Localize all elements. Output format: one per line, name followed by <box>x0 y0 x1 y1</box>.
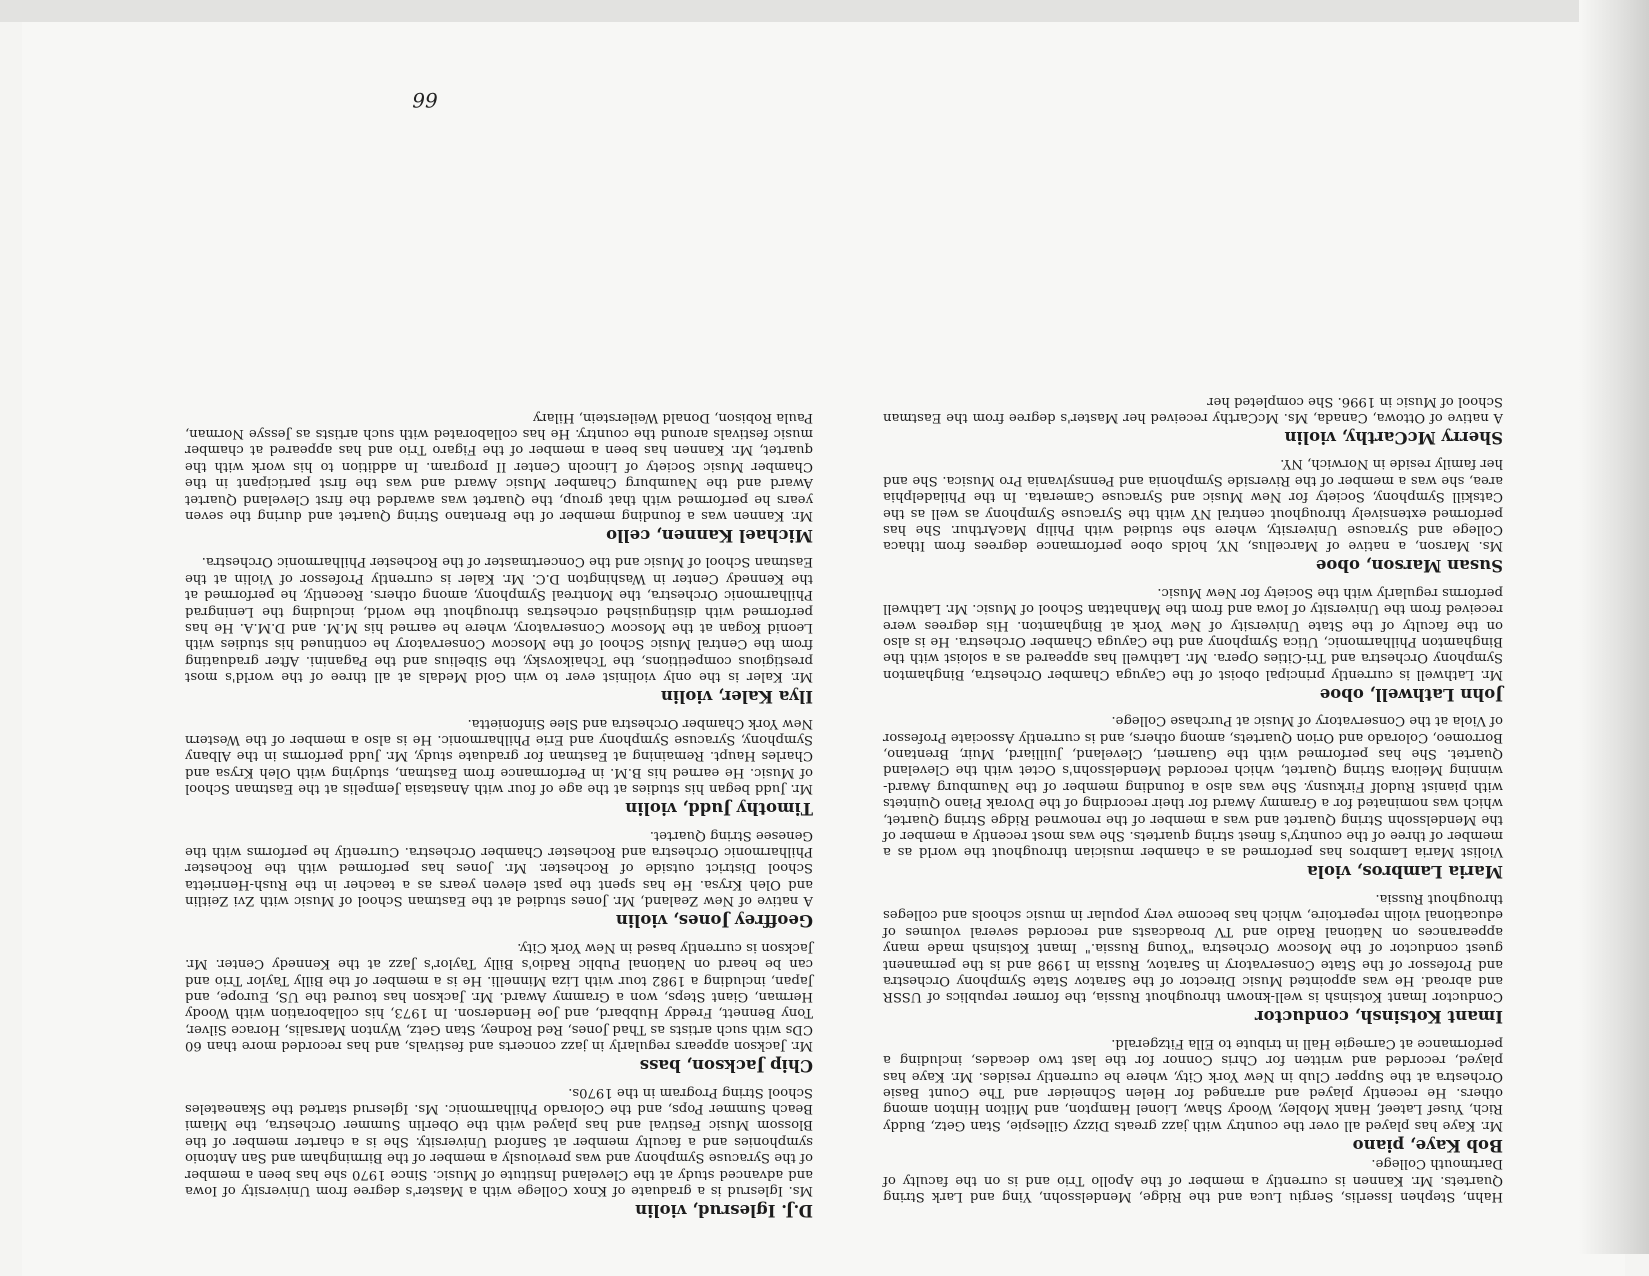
bio-chip-jackson <box>185 938 813 1075</box>
book-binding-shadow <box>1579 0 1649 1254</box>
bio-heading: Susan Marson, oboe <box>1315 556 1503 576</box>
bio-text: Mr. Judd began his studies at the age of four with Anastasia Jempelis at the Eastman School of Music. He earned his B.M. in Performance from Eastman, studying with Oleh Krysa and Charles Haupt. Remaining at Eastman for graduate study, Mr. Judd performs in the Albany Symphony, Syracuse Symphony and Erie Philharmonic. He is also a member of the Western New York Chamber Orchestra and Slee Sinfonietta. <box>185 715 813 797</box>
kannen-bio-continuation: Hahn, Stephen Isserlis, Sergiu Luca and the Ridge, Mendelssohn, Ying and Lark String Quartets. Mr. Kannen is currently a member of the Apollo Trio and is on the faculty of Dartmouth College. <box>883 1156 1503 1204</box>
bio-heading: Imant Kotsinsh, conductor <box>1254 1007 1503 1027</box>
bio-text: Mr. Kaler is the only violinist ever to win Gold Medals at all three of the world's most prestigious competitions, the Tchaikovsky, the Sibelius and the Paganini. After graduating from the Central Music School of the Moscow Conservatory he continued his studies with Leonid Kogan at the Moscow Conservatory, where he earned his M.M. and D.M.A. He has performed with distinguished orchestras throughout the world, including the Leningrad Philharmonic Orchestra, the Montreal Symphony, among others. Recently, he performed at the Kennedy Center in Washington D.C. Mr. Kaler is currently Professor of Violin at the Eastman School of Music and the Concertmaster of the Rochester Philharmonic Orchestra. <box>185 554 813 685</box>
bio-text: Ms. Marson, a native of Marcellus, NY, holds oboe performance degrees from Ithaca College and Syracuse University, where she studied with Philip MacArthur. She has performed extensively throughout central NY with the Syracuse Symphony as well as the Catskill Symphony, Society for New Music and Syracuse Camerata. In the Philadelphia area, she was a member of the Riverside Symphonia and Pennsylvania Pro Musica. She and her family reside in Norwich, NY. <box>883 456 1503 554</box>
bio-heading: Timothy Judd, violin <box>625 799 813 819</box>
bio-sherry-mccarthy <box>883 392 1503 447</box>
bio-timothy-judd <box>185 714 813 818</box>
bio-heading: Sherry McCarthy, violin <box>1284 427 1503 447</box>
bio-john-lathwell <box>883 583 1503 703</box>
bio-heading: Geoffrey Jones, violin <box>615 911 813 931</box>
bio-text: Mr. Lathwell is currently principal oboist of the Cayuga Chamber Orchestra, Binghamton Symphony Orchestra and Tri-Cities Opera. Mr. Lathwell has appeared as a soloist with the Binghamton Philharmonic, Utica Symphony and the Cayuga Chamber Orchestra. He is also on the faculty of the State University of New York at Binghamton. His degrees were received from the University of Iowa and from the Manhattan School of Music. Mr. Lathwell performs regularly with the Society for New Music. <box>883 584 1503 682</box>
bio-ilya-kaler <box>185 553 813 706</box>
bio-heading: Maria Lambros, viola <box>1307 862 1503 882</box>
bio-geoffrey-jones <box>185 826 813 930</box>
bio-heading: Chip Jackson, bass <box>639 1056 813 1076</box>
bio-maria-lambros <box>883 712 1503 882</box>
bio-heading: Ilya Kaler, violin <box>660 687 813 707</box>
bio-bob-kaye <box>883 1034 1503 1154</box>
bio-text: Ms. Iglesrud is a graduate of Knox College with a Master's degree from University of Iowa and advanced study at the Cleveland Institute of Music. Since 1970 she has been a member of the Syracuse Symphony and was previously a member of the Birmingham and San Antonio symphonies and a faculty member at Sanford University. She is a charter member of the Blossom Music Festival and has played with the Oberlin Summer Orchestra, the Miami Beach Summer Pops, and the Colorado Philharmonic. Ms. Iglesrud started the Skaneateles School String Program in the 1970s. <box>185 1084 813 1198</box>
bio-text: A native of New Zealand, Mr. Jones studied at the Eastman School of Music with Zvi Zeitlin and Oleh Krysa. He has spent the past eleven years as a teacher in the Rush-Henrietta School District outside of Rochester. Mr. Jones has performed with the Rochester Philharmonic Orchestra and Rochester Chamber Orchestra. Currently he performs with the Genesee String Quartet. <box>185 827 813 909</box>
bio-heading: D.J. Iglesrud, violin <box>635 1201 813 1220</box>
bio-text: Mr. Kannen was a founding member of the Brentano String Quartet and during the seven years he performed with that group, the Quartet was awarded the first Cleveland Quartet Award and the Naumburg Chamber Music Award and was the first participant in the Chamber Music Society of Lincoln Center II program. In addition to his work with the quartet, Mr. Kannen has been a member of the Figaro Trio and has appeared at chamber music festivals around the country. He has collaborated with such artists as Jessye Norman, Paula Robison, Donald Weilerstein, Hilary <box>185 409 813 523</box>
bio-text: Mr. Kaye has played all over the country with jazz greats Dizzy Gillespie, Stan Getz, Buddy Rich, Yusef Lateef, Hank Mobley, Woody Shaw, Lionel Hampton, and Milton Hinton among others. He recently played and arranged for Helen Schneider and The Count Basie Orchestra at the Supper Club in New York City, where he currently resides. Mr. Kaye has played, recorded and written for Chris Connor for the last two decades, including a performance at Carnegie Hall in tribute to Ella Fitzgerald. <box>883 1035 1503 1133</box>
bio-text: Conductor Imant Kotsinsh is well-known throughout Russia, the former republics of USSR and abroad. He was appointed Music Director of the Saratov State Symphony Orchestra and Professor of the State Conservatory in Saratov, Russia in 1998 and is the permanent guest conductor of the Moscow Orchestra "Young Russia." Imant Kotsinsh made many appearances on National Radio and TV broadcasts and recorded several volumes of educational violin repertoire, which has become very popular in music schools and colleges throughout Russia. <box>883 890 1503 1005</box>
bio-susan-marson <box>883 455 1503 575</box>
bio-text: Violist Maria Lambros has performed as a chamber musician throughout the world as a member of three of the country's finest string quartets. She was most recently a member of the Mendelssohn String Quartet and was a member of the renowned Ridge String Quartet, which was nominated for a Grammy Award for their recording of the Dvorak Piano Quintets with pianist Rudolf Firkusny. She was also a founding member of the Naumburg Award-winning Meliora String Quartet, which recorded Mendelssohn's Octet with the Cleveland Quartet. She has performed with the Guarneri, Cleveland, Juilliard, Muir, Brentano, Borromeo, Colorado and Orion Quartets, among others, and is currently Associate Professor of Viola at the Conservatory of Music at Purchase College. <box>883 713 1503 860</box>
right-column <box>185 400 813 1276</box>
bio-text: Mr. Jackson appears regularly in jazz concerts and festivals, and has recorded more than 60 CDs with such artists as Thad Jones, Red Rodney, Stan Getz, Wynton Marsalis, Horace Silver, Tony Bennett, Freddy Hubbard, and Joe Henderson. In 1973, his collaboration with Woody Herman, Giant Steps, won a Grammy Award. Mr. Jackson has toured the US, Europe, and Japan, including a 1982 tour with Liza Minnelli. He is a member of the Billy Taylor Trio and can be heard on National Public Radio's Billy Taylor's Jazz at the Kennedy Center. Mr. Jackson is currently based in New York City. <box>185 939 813 1054</box>
scanned-page-upside-down <box>22 22 1625 1276</box>
bio-heading: Michael Kannen, cello <box>606 526 813 545</box>
bio-text: A native of Ottowa, Canada, Ms. McCarthy received her Master's degree from the Eastman School of Music in 1996. She completed her <box>883 393 1503 425</box>
scan-top-border <box>0 0 1649 22</box>
bio-imant-kotsinsh <box>883 890 1503 1027</box>
bio-dj-iglesrud <box>185 1083 813 1220</box>
bio-michael-kannen <box>185 408 813 545</box>
left-column <box>883 384 1503 1276</box>
page-number: 66 <box>412 88 438 112</box>
bio-heading: Bob Kaye, piano <box>1352 1135 1503 1155</box>
bio-heading: John Lathwell, oboe <box>1319 684 1503 704</box>
